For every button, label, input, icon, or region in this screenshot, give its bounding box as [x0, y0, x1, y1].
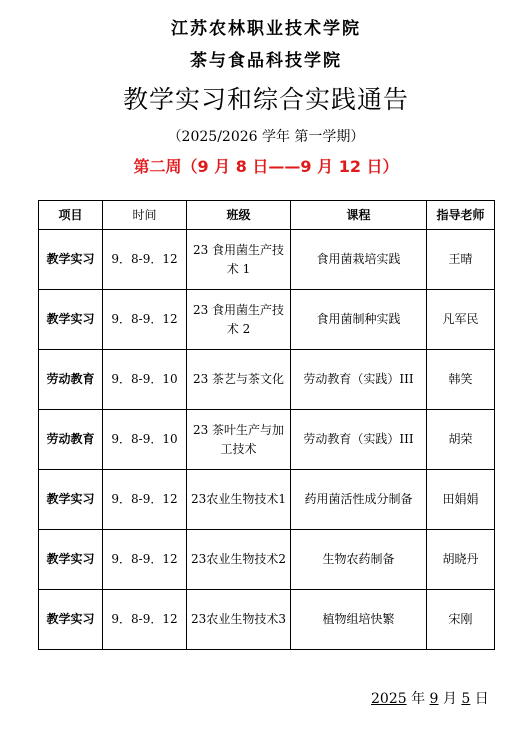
date-day: 5: [461, 691, 471, 707]
header-course: 课程: [291, 201, 427, 230]
cell-teacher: 王晴: [427, 230, 495, 290]
cell-course: 食用菌栽培实践: [291, 230, 427, 290]
header-item: 项目: [39, 201, 103, 230]
cell-course: 食用菌制种实践: [291, 290, 427, 350]
table-row: [39, 530, 495, 590]
cell-time: 9．8-9．10: [103, 410, 187, 470]
issue-date: [371, 688, 489, 708]
cell-time: 9．8-9．12: [103, 230, 187, 290]
date-day-suffix: 日: [470, 691, 489, 707]
notice-title: 教学实习和综合实践通告: [122, 85, 409, 114]
cell-time: 9．8-9．10: [103, 350, 187, 410]
cell-item: 教学实习: [39, 590, 103, 650]
week-range: 第二周（9 月 8 日——9 月 12 日）: [133, 157, 399, 176]
cell-teacher: 胡荣: [427, 410, 495, 470]
date-month: 9: [429, 691, 439, 707]
cell-item: 教学实习: [39, 470, 103, 530]
cell-class: 23农业生物技术3: [187, 590, 291, 650]
table-header-row: [39, 201, 495, 230]
table-row: [39, 470, 495, 530]
cell-course: 劳动教育（实践）III: [291, 410, 427, 470]
cell-class: 23 茶叶生产与加工技术: [187, 410, 291, 470]
table-row: [39, 350, 495, 410]
cell-course: 生物农药制备: [291, 530, 427, 590]
cell-time: 9．8-9．12: [103, 290, 187, 350]
header-time: 时间: [103, 201, 187, 230]
date-month-suffix: 月: [438, 691, 462, 707]
cell-item: 教学实习: [39, 530, 103, 590]
cell-course: 药用菌活性成分制备: [291, 470, 427, 530]
schedule-table: [38, 200, 495, 650]
cell-item: 劳动教育: [39, 350, 103, 410]
cell-teacher: 胡晓丹: [427, 530, 495, 590]
cell-class: 23 食用菌生产技术 1: [187, 230, 291, 290]
date-year: 2025: [371, 691, 407, 707]
cell-time: 9．8-9．12: [103, 470, 187, 530]
cell-item: 教学实习: [39, 290, 103, 350]
cell-item: 劳动教育: [39, 410, 103, 470]
term-subtitle: （2025/2026 学年 第一学期）: [167, 129, 365, 145]
cell-time: 9．8-9．12: [103, 530, 187, 590]
cell-class: 23 食用菌生产技术 2: [187, 290, 291, 350]
cell-teacher: 田娟娟: [427, 470, 495, 530]
cell-class: 23农业生物技术2: [187, 530, 291, 590]
cell-time: 9．8-9．12: [103, 590, 187, 650]
header-teacher: 指导老师: [427, 201, 495, 230]
department-name: 茶与食品科技学院: [190, 51, 342, 71]
table-row: [39, 590, 495, 650]
date-year-suffix: 年: [406, 691, 430, 707]
header-class: 班级: [187, 201, 291, 230]
table-row: [39, 410, 495, 470]
cell-class: 23农业生物技术1: [187, 470, 291, 530]
table-row: [39, 290, 495, 350]
cell-course: 劳动教育（实践）III: [291, 350, 427, 410]
cell-teacher: 韩笑: [427, 350, 495, 410]
cell-item: 教学实习: [39, 230, 103, 290]
cell-course: 植物组培快繁: [291, 590, 427, 650]
cell-teacher: 宋刚: [427, 590, 495, 650]
table-row: [39, 230, 495, 290]
cell-teacher: 凡军民: [427, 290, 495, 350]
cell-class: 23 茶艺与茶文化: [187, 350, 291, 410]
college-name: 江苏农林职业技术学院: [171, 19, 361, 39]
